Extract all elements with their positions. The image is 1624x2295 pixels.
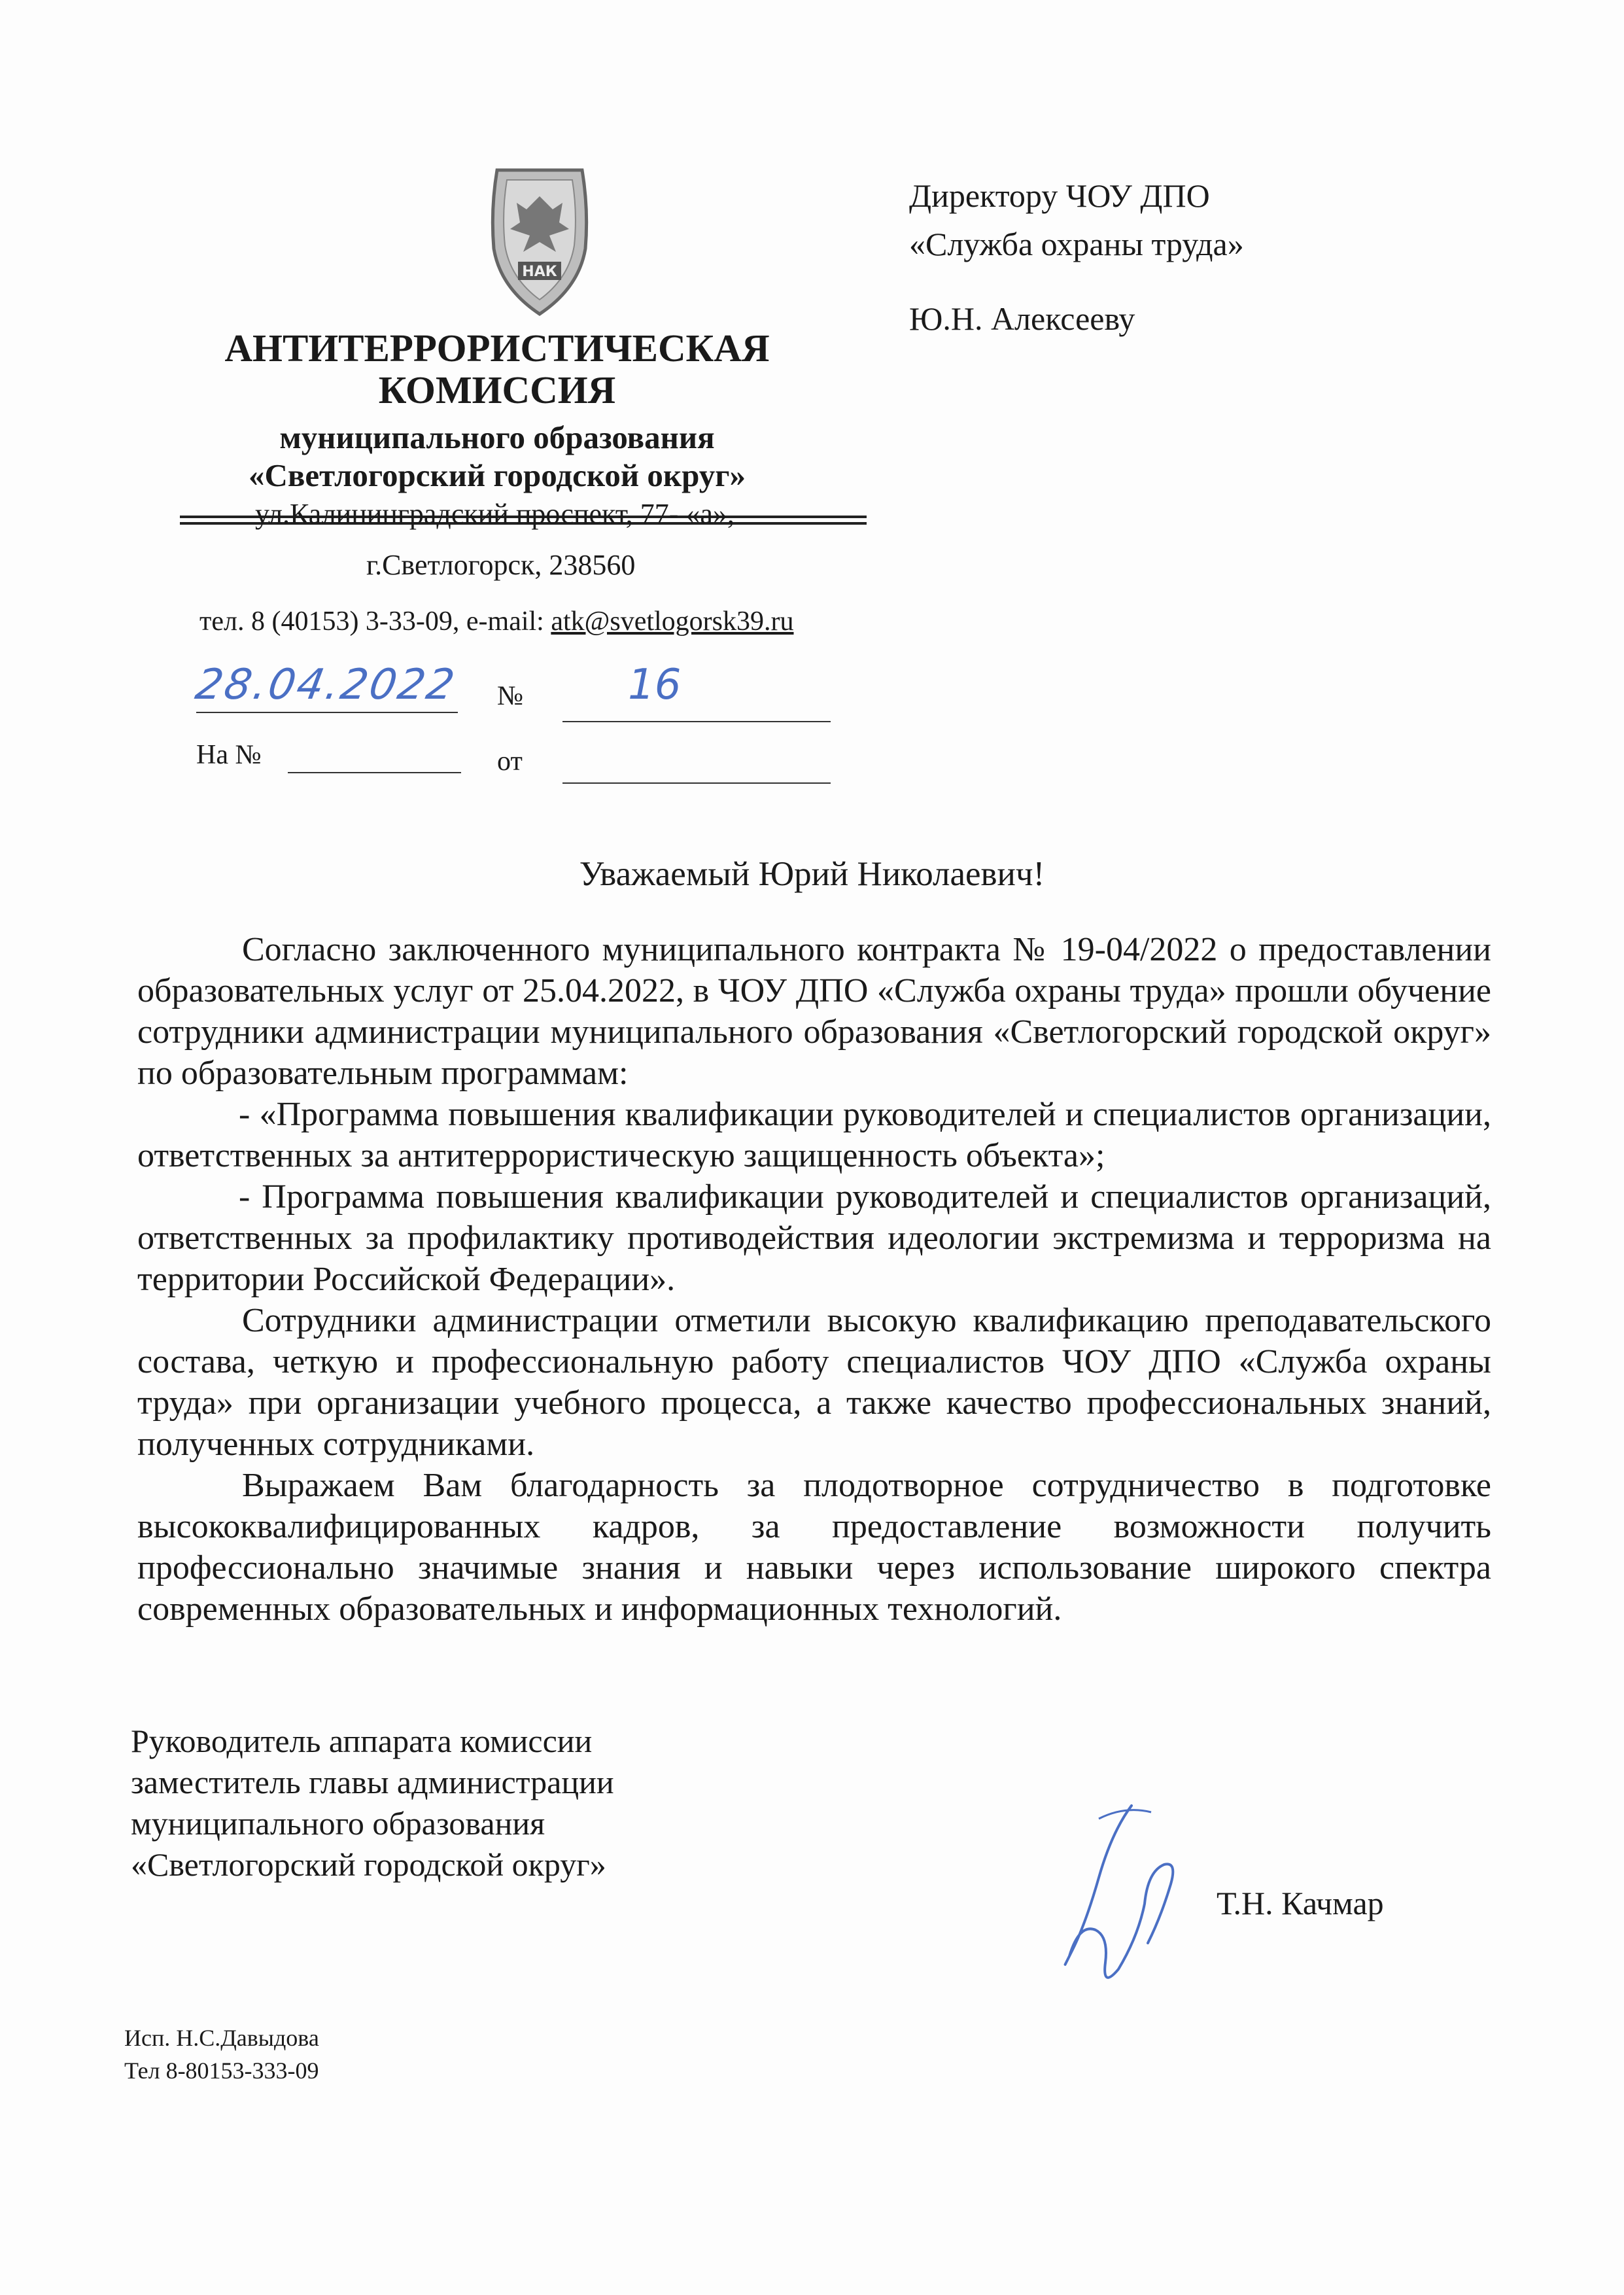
org-sub-line1: муниципального образования: [279, 419, 715, 455]
address-line2: г.Светлогорск, 238560: [366, 549, 636, 581]
org-name-line1: АНТИТЕРРОРИСТИЧЕСКАЯ: [224, 326, 770, 370]
program-item: - Программа повышения квалификации руководителей и специалистов организаций, ответственных за профилактику противодействия идеологии экстремизма и терроризма на территории Российской Федерации».: [137, 1178, 1491, 1298]
handwritten-signature: [1033, 1793, 1203, 1995]
from-label: от: [497, 746, 523, 777]
org-subtitle: [170, 419, 824, 495]
recipient-line2: «Служба охраны труда»: [909, 226, 1244, 262]
executor-name: Исп. Н.С.Давыдова: [124, 2025, 319, 2051]
org-name-line2: КОМИССИЯ: [378, 368, 616, 412]
address-line1: ул.Калининградский проспект, 77- «а»,: [255, 498, 734, 530]
registration-number: 16: [628, 661, 682, 709]
org-sub-line2: «Светлогорский городской округ»: [249, 457, 746, 493]
date-underline: [196, 712, 458, 713]
position-line1: Руководитель аппарата комиссии: [131, 1723, 593, 1759]
from-underline: [562, 782, 831, 784]
signature-position: [131, 1721, 614, 1885]
recipient-line1: Директору ЧОУ ДПО: [909, 177, 1210, 214]
ref-label: На №: [196, 740, 262, 770]
letter-body: [137, 929, 1491, 1630]
position-line2: заместитель главы администрации: [131, 1764, 614, 1800]
ref-underline: [288, 772, 461, 773]
recipient: [909, 171, 1244, 268]
executor: [124, 2022, 319, 2087]
number-label: №: [497, 681, 524, 711]
shield-emblem-icon: [458, 157, 621, 321]
paragraph: Согласно заключенного муниципального контракта № 19-04/2022 о предоставлении образовательных услуг от 25.04.2022, в ЧОУ ДПО «Служба охраны труда» прошли обучение сотрудники администрации муниципального образования «Светлогорский городской округ» по образовательным программам:: [137, 931, 1491, 1092]
executor-phone: Тел 8-80153-333-09: [124, 2058, 319, 2084]
paragraph: Сотрудники администрации отметили высокую квалификацию преподавательского состава, четкую и профессиональную работу специалистов ЧОУ ДПО «Служба охраны труда» при организации учебного процесса, а также качество профессиональных знаний, полученных сотрудниками.: [137, 1302, 1491, 1463]
emblem-text: НАК: [522, 264, 557, 280]
email-link[interactable]: atk@svetlogorsk39.ru: [551, 606, 794, 637]
program-item: - «Программа повышения квалификации руководителей и специалистов организации, ответственных за антитеррористическую защищенность объекта»;: [137, 1096, 1491, 1174]
position-line3: муниципального образования: [131, 1805, 545, 1842]
salutation: Уважаемый Юрий Николаевич!: [579, 855, 1045, 893]
phone-text: тел. 8 (40153) 3-33-09, e-mail:: [199, 606, 551, 637]
number-underline: [562, 721, 831, 722]
registration-date: 28.04.2022: [192, 661, 460, 709]
position-line4: «Светлогорский городской округ»: [131, 1846, 606, 1883]
recipient-name: Ю.Н. Алексееву: [909, 300, 1135, 337]
org-title: [170, 327, 824, 411]
signer-name: Т.Н. Качмар: [1217, 1885, 1384, 1921]
contacts: [199, 606, 794, 637]
paragraph: Выражаем Вам благодарность за плодотворное сотрудничество в подготовке высококвалифицированных кадров, за предоставление возможности получить профессионально значимые знания и навыки через использование широкого спектра современных образовательных и информационных технологий.: [137, 1467, 1491, 1628]
